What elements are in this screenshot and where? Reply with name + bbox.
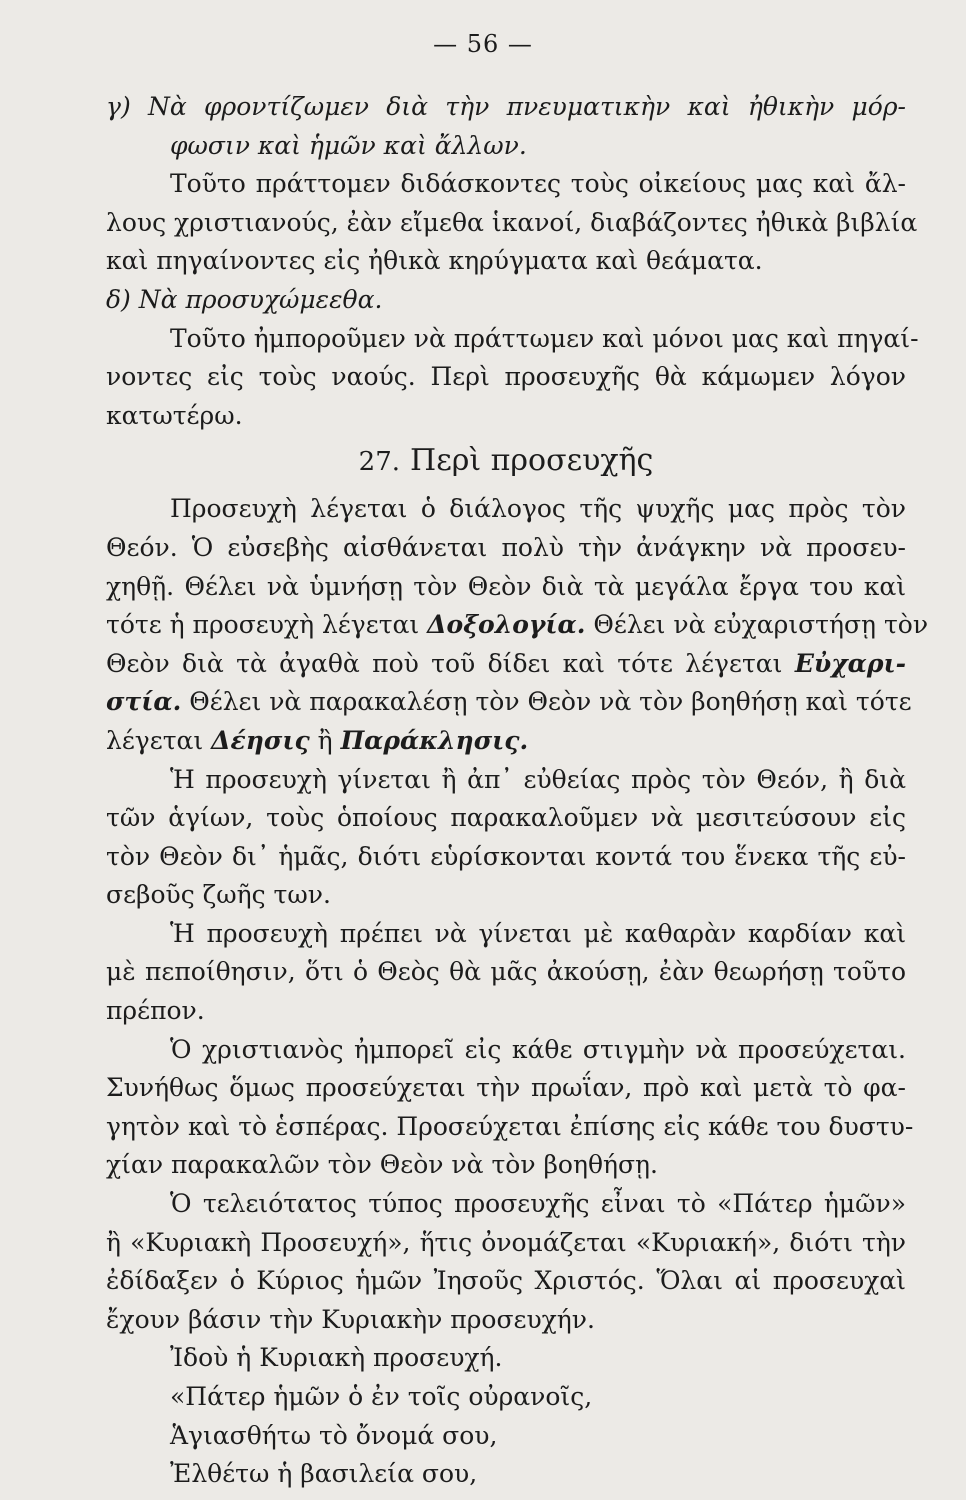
text-line bbox=[106, 722, 906, 761]
section-number: 27. bbox=[358, 447, 401, 478]
text-line bbox=[106, 683, 912, 722]
text-run: Θέλει νὰ παρακαλέσῃ τὸν Θεὸν νὰ τὸν βοηθήσῃ καὶ τότε bbox=[181, 687, 912, 717]
term-deesis: Δέησις bbox=[211, 725, 310, 755]
text-run: τότε ἡ προσευχὴ λέγεται bbox=[106, 610, 428, 640]
text-line: Ἰδοὺ ἡ Κυριακὴ προσευχή. bbox=[170, 1343, 503, 1373]
text-line: Τοῦτο πράττομεν διδάσκοντες τοὺς οἰκείους μας καὶ ἄλ- bbox=[170, 169, 906, 199]
text-line: φωσιν καὶ ἡμῶν καὶ ἄλλων. bbox=[170, 130, 527, 160]
text-line: γ) Νὰ φροντίζωμεν διὰ τὴν πνευματικὴν καὶ ἠθικὴν μόρ- bbox=[106, 92, 906, 121]
text-line: Ὁ τελειότατος τύπος προσευχῆς εἶναι τὸ «Πάτερ ἡμῶν» bbox=[170, 1189, 906, 1219]
text-line: Τοῦτο ἠμποροῦμεν νὰ πράττωμεν καὶ μόνοι μας καὶ πηγαί- bbox=[170, 323, 919, 353]
term-paraklesis: Παράκλησις. bbox=[340, 725, 529, 755]
text-line: ἢ «Κυριακὴ Προσευχή», ἥτις ὀνομάζεται «Κυριακή», διότι τὴν bbox=[106, 1227, 906, 1257]
text-line: Θεόν. Ὁ εὐσεβὴς αἰσθάνεται πολὺ τὴν ἀνάγκην νὰ προσευ- bbox=[106, 532, 906, 562]
text-run: Θέλει νὰ εὐχαριστήσῃ τὸν bbox=[585, 610, 929, 640]
text-line bbox=[106, 645, 906, 684]
text-line: σεβοῦς ζωῆς των. bbox=[106, 880, 331, 910]
text-line: ἔχουν βάσιν τὴν Κυριακὴν προσευχήν. bbox=[106, 1304, 595, 1334]
text-line: Ἁγιασθήτω τὸ ὄνομά σου, bbox=[170, 1420, 498, 1450]
text-line: Ἡ προσευχὴ γίνεται ἢ ἀπ᾽ εὐθείας πρὸς τὸν Θεόν, ἢ διὰ bbox=[170, 764, 906, 794]
text-line: τῶν ἁγίων, τοὺς ὁποίους παρακαλοῦμεν νὰ μεσιτεύσουν εἰς bbox=[106, 803, 906, 833]
text-line: χίαν παρακαλῶν τὸν Θεὸν νὰ τὸν βοηθήσῃ. bbox=[106, 1150, 658, 1180]
text-line: Προσευχὴ λέγεται ὁ διάλογος τῆς ψυχῆς μας πρὸς τὸν bbox=[170, 494, 906, 524]
text-line: δ) Νὰ προσυχώμεεθα. bbox=[106, 284, 383, 314]
text-line: γητὸν καὶ τὸ ἑσπέρας. Προσεύχεται ἐπίσης εἰς κάθε του δυστυ- bbox=[106, 1111, 914, 1141]
text-line: νοντες εἰς τοὺς ναούς. Περὶ προσευχῆς θὰ κάμωμεν λόγον bbox=[106, 362, 906, 392]
text-line: μὲ πεποίθησιν, ὅτι ὁ Θεὸς θὰ μᾶς ἀκούσῃ, ἐὰν θεωρήσῃ τοῦτο bbox=[106, 957, 906, 987]
text-run: λέγεται bbox=[106, 725, 212, 755]
term-doxologia: Δοξολογία. bbox=[427, 610, 586, 640]
text-line: Ἐλθέτω ἡ βασιλεία σου, bbox=[170, 1459, 478, 1489]
text-line: Ἡ προσευχὴ πρέπει νὰ γίνεται μὲ καθαρὰν καρδίαν καὶ bbox=[170, 918, 906, 948]
term-eucharistia: Εὐχαρι- bbox=[794, 648, 906, 678]
text-line: καὶ πηγαίνοντες εἰς ἠθικὰ κηρύγματα καὶ θεάματα. bbox=[106, 246, 763, 276]
text-line: τὸν Θεὸν δι᾽ ἡμᾶς, διότι εὑρίσκονται κοντά του ἕνεκα τῆς εὐ- bbox=[106, 841, 906, 871]
text-run: ἢ bbox=[309, 725, 341, 755]
text-line: ἐδίδαξεν ὁ Κύριος ἡμῶν Ἰησοῦς Χριστός. Ὅλαι αἱ προσευχαὶ bbox=[106, 1266, 906, 1296]
text-line: χηθῇ. Θέλει νὰ ὑμνήσῃ τὸν Θεὸν διὰ τὰ μεγάλα ἔργα του καὶ bbox=[106, 571, 906, 601]
section-title: Περὶ προσευχῆς bbox=[410, 443, 654, 479]
text-line: λους χριστιανούς, ἐὰν εἴμεθα ἱκανοί, διαβάζοντες ἠθικὰ βιβλία bbox=[106, 207, 918, 237]
text-line: κατωτέρω. bbox=[106, 400, 243, 430]
text-run: Θεὸν διὰ τὰ ἀγαθὰ ποὺ τοῦ δίδει καὶ τότε λέγεται bbox=[106, 648, 795, 678]
text-line bbox=[106, 606, 929, 645]
text-line: Συνήθως ὅμως προσεύχεται τὴν πρωΐαν, πρὸ καὶ μετὰ τὸ φα- bbox=[106, 1073, 906, 1103]
section-heading bbox=[106, 435, 906, 490]
page-text bbox=[106, 88, 929, 1494]
text-line: Ὁ χριστιανὸς ἠμπορεῖ εἰς κάθε στιγμὴν νὰ προσεύχεται. bbox=[170, 1034, 906, 1064]
text-line: πρέπον. bbox=[106, 996, 205, 1026]
term-eucharistia-end: στία. bbox=[106, 687, 182, 717]
page-number: — 56 — bbox=[433, 30, 533, 58]
text-line: «Πάτερ ἡμῶν ὁ ἐν τοῖς οὐρανοῖς, bbox=[170, 1382, 593, 1411]
